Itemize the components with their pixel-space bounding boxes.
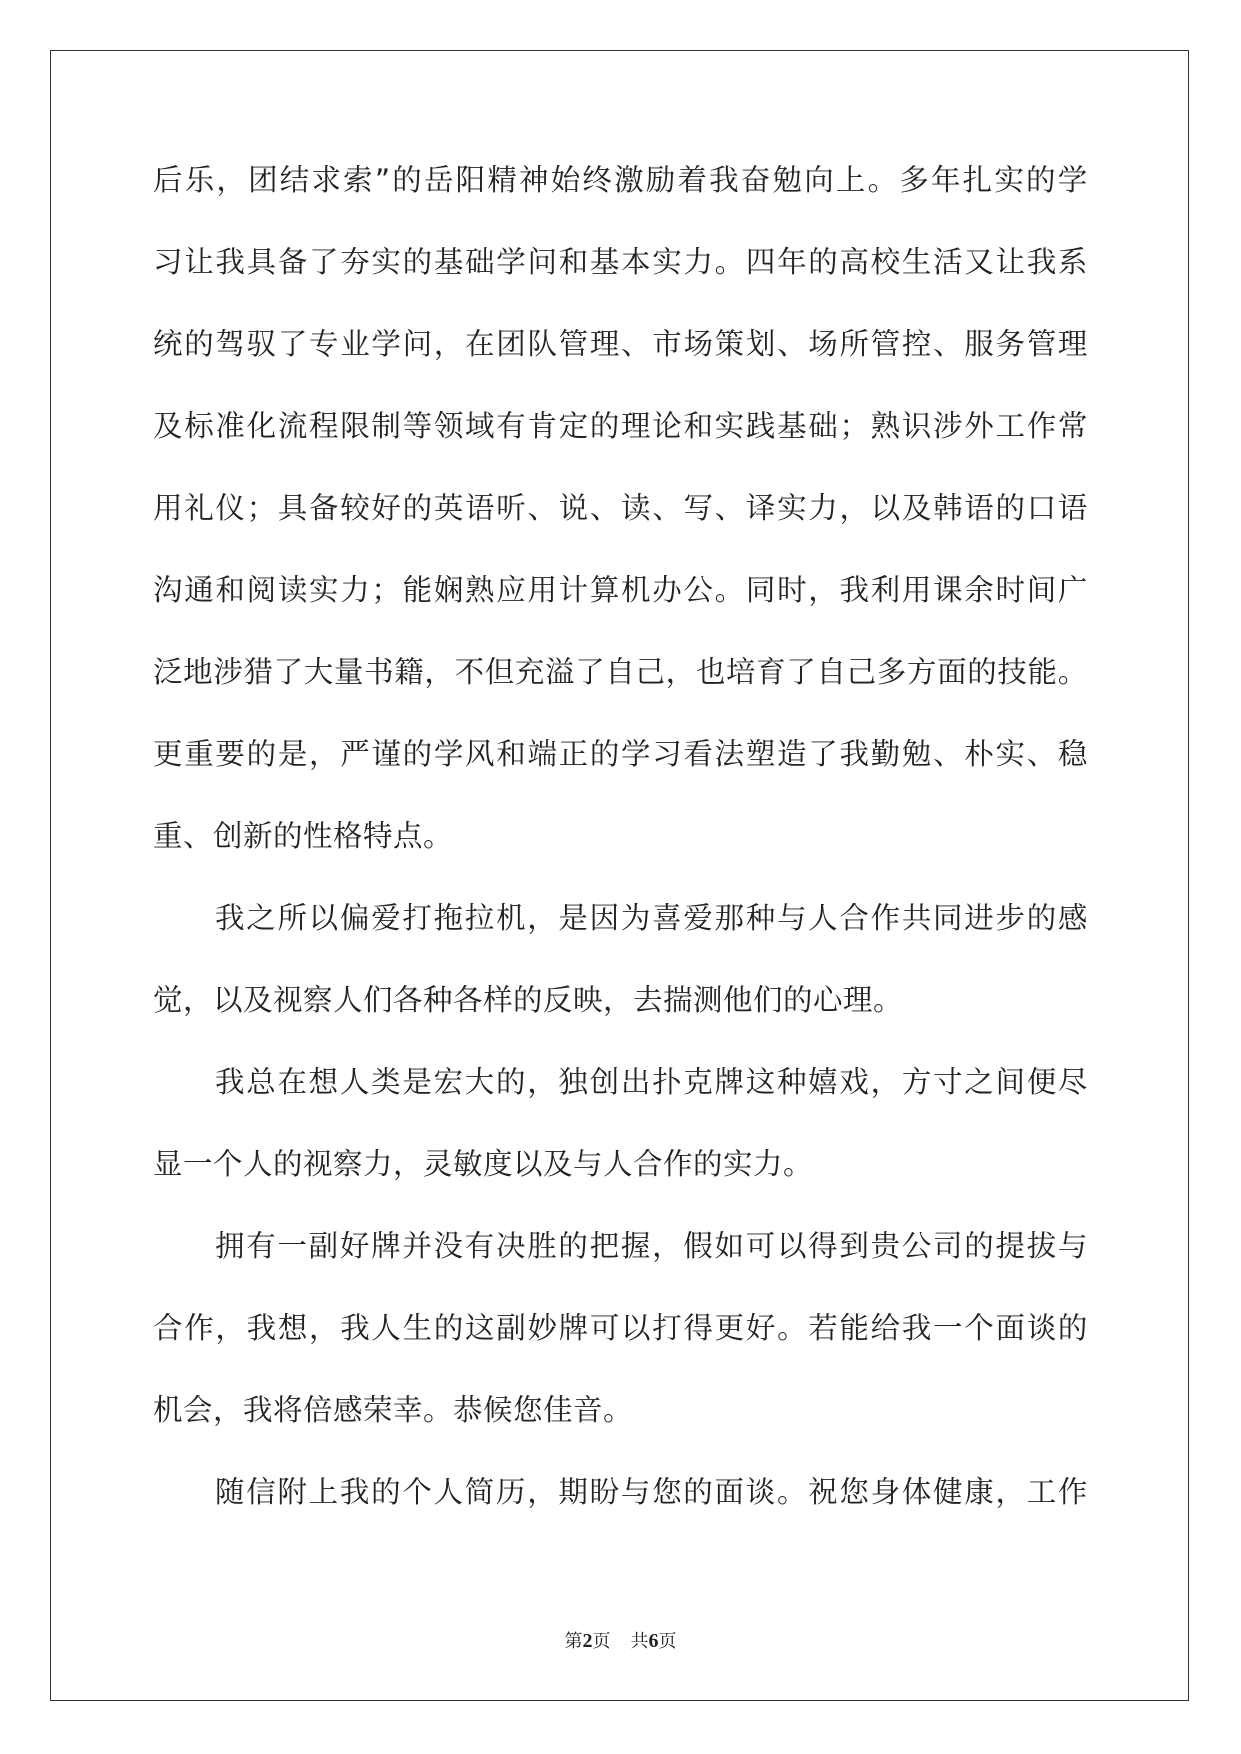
footer-prefix: 第 (564, 1631, 583, 1652)
text-line: 沟 通 和 阅 读 实 力 ； 能 娴 熟 应 用 计 算 机 办 公 。 同 时 ， 我 利 用 课 余 时 间 广 (153, 573, 1088, 607)
text-line: 泛 地 涉 猎 了 大 量 书 籍 ， 不 但 充 溢 了 自 己 ， 也 培 育 了 自 己 多 方 面 的 技 能 。 (153, 655, 1088, 689)
text-line: 我 总 在 想 人 类 是 宏 大 的 ， 独 创 出 扑 克 牌 这 种 嬉 戏 ， 方 寸 之 间 便 尽 (215, 1065, 1088, 1099)
text-line: 机会，我将倍感荣幸。恭候您佳音。 (153, 1393, 634, 1427)
text-line: 随 信 附 上 我 的 个 人 简 历 ， 期 盼 与 您 的 面 谈 。 祝 您 身 体 健 康 ， 工 作 (215, 1475, 1088, 1509)
text-line: 用 礼 仪 ； 具 备 较 好 的 英 语 听 、 说 、 读 、 写 、 译 实 力 ， 以 及 韩 语 的 口 语 (153, 491, 1088, 525)
footer-page-word: 页 (592, 1631, 611, 1652)
text-line: 拥 有 一 副 好 牌 并 没 有 决 胜 的 把 握 ， 假 如 可 以 得 到 贵 公 司 的 提 拔 与 (215, 1229, 1088, 1263)
footer-total-prefix: 共 (630, 1631, 649, 1652)
page-footer (0, 1627, 1241, 1653)
text-line: 统 的 驾 驭 了 专 业 学 问 ， 在 团 队 管 理 、 市 场 策 划 、 场 所 管 控 、 服 务 管 理 (153, 327, 1088, 361)
text-line: 觉，以及视察人们各种各样的反映，去揣测他们的心理。 (153, 983, 904, 1017)
text-line: 后 乐 ， 团 结 求 索 ” 的 岳 阳 精 神 始 终 激 励 着 我 奋 勉 向 上 。 多 年 扎 实 的 学 (153, 163, 1088, 197)
text-line: 显一个人的视察力，灵敏度以及与人合作的实力。 (153, 1147, 814, 1181)
text-line: 习 让 我 具 备 了 夯 实 的 基 础 学 问 和 基 本 实 力 。 四 年 的 高 校 生 活 又 让 我 系 (153, 245, 1088, 279)
text-line: 更 重 要 的 是 ， 严 谨 的 学 风 和 端 正 的 学 习 看 法 塑 造 了 我 勤 勉 、 朴 实 、 稳 (153, 737, 1088, 771)
text-line: 我 之 所 以 偏 爱 打 拖 拉 机 ， 是 因 为 喜 爱 那 种 与 人 合 作 共 同 进 步 的 感 (215, 901, 1088, 935)
body-text (153, 160, 1088, 1554)
text-line: 重、创新的性格特点。 (153, 819, 454, 853)
total-pages-number: 6 (648, 1630, 659, 1652)
footer-total-suffix: 页 (658, 1631, 677, 1652)
text-line: 及 标 准 化 流 程 限 制 等 领 域 有 肯 定 的 理 论 和 实 践 基 础 ； 熟 识 涉 外 工 作 常 (153, 409, 1088, 443)
current-page-number: 2 (582, 1630, 593, 1652)
text-line: 合 作 ， 我 想 ， 我 人 生 的 这 副 妙 牌 可 以 打 得 更 好 。 若 能 给 我 一 个 面 谈 的 (153, 1311, 1088, 1345)
